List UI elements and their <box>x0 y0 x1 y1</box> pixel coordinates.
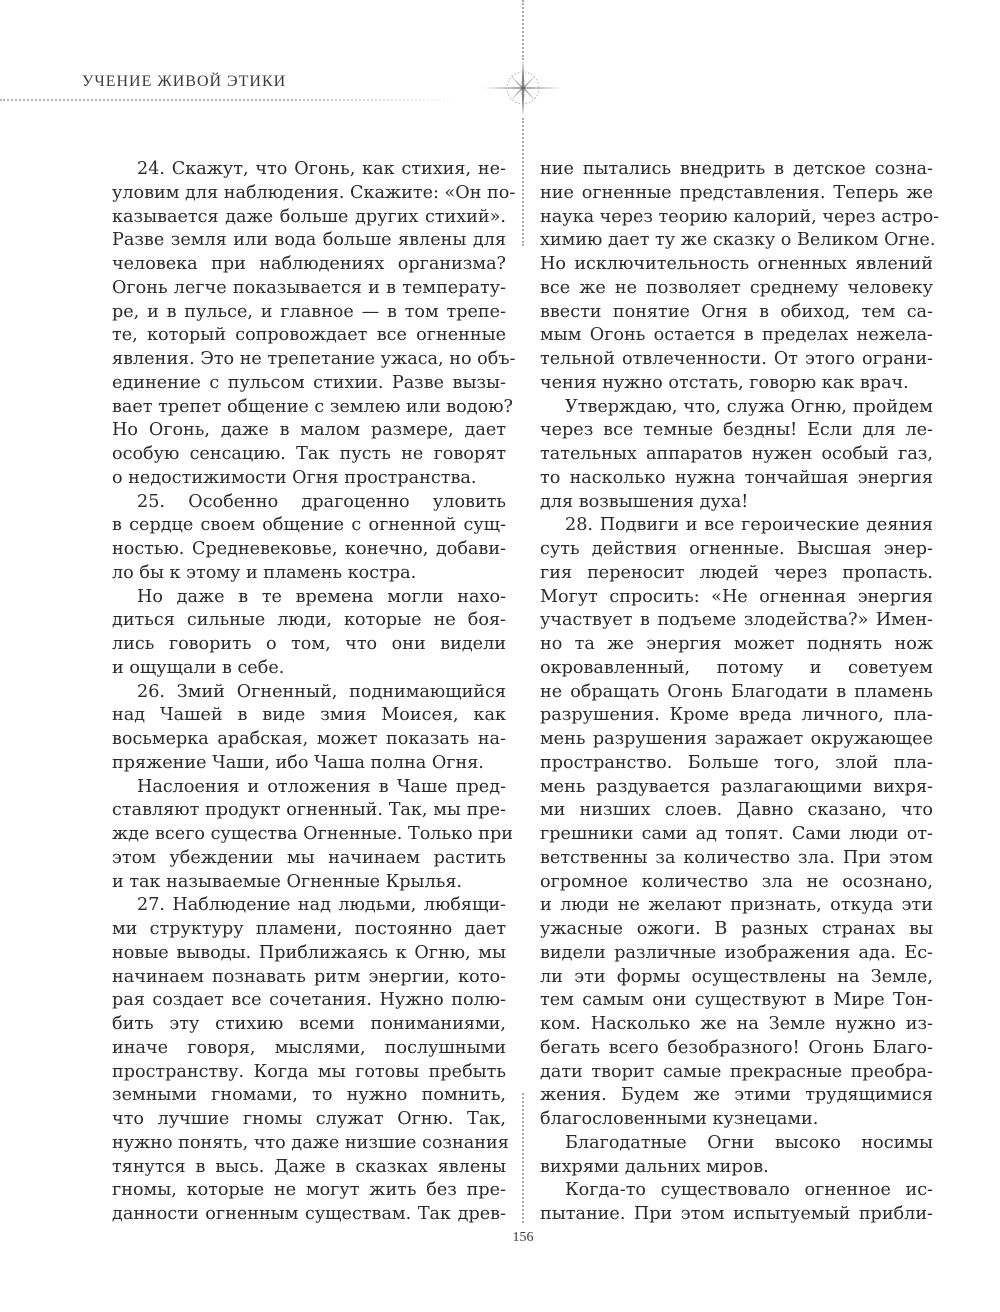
text-line: тем самым они существуют в Мире Тон- <box>540 990 933 1011</box>
text-line: огромное количество зла не осознано, <box>540 871 933 892</box>
text-line: дати творит самые прекрасные преобра- <box>540 1061 933 1082</box>
text-line: 24. Скажут, что Огонь, как стихия, не- <box>137 159 506 179</box>
text-line: этом убеждении мы начинаем растить <box>112 847 506 868</box>
right-column <box>540 158 940 1227</box>
text-line: тянутся в высь. Даже в сказках явлены <box>112 1156 506 1177</box>
text-line: видели различные изображения ада. Ес- <box>540 942 933 963</box>
text-line: пространство. Больше того, злой пла- <box>540 752 933 773</box>
text-line: суть действия огненные. Высшая энер- <box>540 539 933 559</box>
running-head: УЧЕНИЕ ЖИВОЙ ЭТИКИ <box>82 73 287 90</box>
text-line: чения нужно отстать, говорю как врач. <box>540 372 909 393</box>
text-line: тательных аппаратов нужен особый газ, <box>540 444 933 464</box>
text-line: гномы, которые не могут жить без пре- <box>112 1180 506 1201</box>
text-line: Но Огонь, даже в малом размере, дает <box>112 420 506 441</box>
text-line: диться сильные люди, которые не боя- <box>112 610 506 631</box>
text-line: благословенными кузнецами. <box>540 1109 819 1129</box>
text-line: Наслоения и отложения в Чаше пред- <box>137 776 506 797</box>
text-line: единение с пульсом стихии. Разве вызы- <box>112 372 506 393</box>
text-line: начинаем познавать ритм энергии, кото- <box>112 966 506 987</box>
text-line: ставляют продукт огненный. Так, мы пре- <box>112 800 506 821</box>
text-line: о недостижимости Огня пространства. <box>112 467 477 488</box>
text-line: казывается даже больше других стихий». <box>112 206 506 227</box>
text-line: ние огненные представления. Теперь же <box>540 182 933 203</box>
text-line: пытание. При этом испытуемый прибли- <box>540 1204 933 1224</box>
text-line: особую сенсацию. Так пусть не говорят <box>112 444 506 464</box>
text-line: и так называемые Огненные Крылья. <box>112 871 463 892</box>
text-line: ло бы к этому и пламень костра. <box>112 562 417 583</box>
text-line: мень раздувается разлагающими вихря- <box>540 776 933 797</box>
text-line: Благодатные Огни высоко носимы <box>565 1132 933 1153</box>
text-line: иначе говоря, мыслями, послушными <box>112 1037 506 1058</box>
text-line: для возвышения духа! <box>540 491 749 512</box>
column-divider-middle <box>522 118 524 246</box>
text-line: и ощущали в себе. <box>112 657 285 678</box>
text-line: ние пытались внедрить в детское созна- <box>540 159 933 179</box>
page-number: 156 <box>512 1230 534 1245</box>
text-line: ком. Насколько же на Земле нужно из- <box>540 1014 933 1034</box>
text-line: тельной отвлеченности. От этого ограни- <box>540 349 933 369</box>
text-line: бегать всего безобразного! Огонь Благо- <box>540 1037 933 1058</box>
text-line: жде всего существа Огненные. Только при <box>112 824 513 844</box>
text-line: ветственны за количество зла. При этом <box>540 847 933 868</box>
text-line: наука через теорию калорий, через астро- <box>540 206 940 227</box>
compass-rose-icon <box>484 57 562 119</box>
text-line: восьмерка арабская, может показать на- <box>112 729 506 749</box>
text-line: через все темные бездны! Если для ле- <box>540 420 933 441</box>
text-line: пряжение Чаши, ибо Чаша полна Огня. <box>112 752 484 773</box>
text-line: Но исключительность огненных явлений <box>540 254 933 274</box>
text-line: Утверждаю, что, служа Огню, пройдем <box>565 396 933 417</box>
text-line: ми структуру пламени, постоянно дает <box>112 919 506 939</box>
column-divider-bottom <box>522 1093 524 1223</box>
text-line: над Чашей в виде змия Моисея, как <box>112 705 506 726</box>
left-column <box>112 158 516 1227</box>
text-line: жения. Будем же этими трудящимися <box>540 1085 933 1106</box>
text-line: ми низших слоев. Давно сказано, что <box>540 800 933 821</box>
text-line: Могут спросить: «Не огненная энергия <box>540 586 933 607</box>
text-line: 27. Наблюдение над людьми, любящи- <box>137 895 506 916</box>
text-line: те, который сопровождает все огненные <box>112 325 506 346</box>
text-line: мым Огонь остается в пределах нежела- <box>540 325 933 346</box>
text-line: но та же энергия может поднять нож <box>540 634 933 654</box>
text-line: 28. Подвиги и все героические деяния <box>565 515 933 536</box>
text-line: окровавленный, потому и советуем <box>540 657 933 678</box>
text-line: Когда-то существовало огненное ис- <box>565 1180 933 1201</box>
text-line: новые выводы. Приближаясь к Огню, мы <box>112 942 506 963</box>
text-line: вихрями дальних миров. <box>540 1156 769 1177</box>
text-line: Разве земля или вода больше явлены для <box>112 230 506 251</box>
column-divider-top <box>522 0 524 60</box>
header-dotted-rule <box>0 99 465 101</box>
text-line: не обращать Огонь Благодати в пламень <box>540 681 933 702</box>
text-line: лись говорить о том, что они видели <box>112 634 506 654</box>
text-line: в сердце своем общение с огненной сущ- <box>112 515 506 536</box>
text-line: Но даже в те времена могли нахо- <box>137 586 506 607</box>
text-line: участвует в подъеме злодейства?» Имен- <box>540 610 933 631</box>
text-line: вает трепет общение с землею или водою? <box>112 396 513 417</box>
text-line: уловим для наблюдения. Скажите: «Он по- <box>112 182 516 203</box>
text-line: Огонь легче показывается и в температу- <box>112 277 506 298</box>
text-line: 25. Особенно драгоценно уловить <box>137 491 506 512</box>
text-line: ре, и в пульсе, и главное — в том трепе- <box>112 301 506 322</box>
text-line: ужасные ожоги. В разных странах вы <box>540 919 933 939</box>
text-line: все же не позволяет среднему человеку <box>540 277 933 298</box>
text-line: ностью. Средневековье, конечно, добави- <box>112 539 506 559</box>
text-line: химию дает ту же сказку о Великом Огне. <box>540 230 936 251</box>
text-line: мень разрушения заражает окружающее <box>540 729 933 749</box>
text-line: человека при наблюдениях организма? <box>112 254 506 274</box>
text-line: рая создает все сочетания. Нужно полю- <box>112 990 506 1011</box>
text-line: ли эти формы осуществлены на Земле, <box>540 966 933 987</box>
text-line: гия переносит людей через пропасть. <box>540 562 933 583</box>
text-line: разрушения. Кроме вреда личного, пла- <box>540 705 933 726</box>
text-line: что лучшие гномы служат Огню. Так, <box>112 1109 506 1129</box>
text-line: пространству. Когда мы готовы пребыть <box>112 1061 506 1082</box>
text-line: явления. Это не трепетание ужаса, но объ- <box>112 349 516 369</box>
text-line: и люди не желают признать, откуда эти <box>540 895 933 916</box>
text-line: бить эту стихию всеми пониманиями, <box>112 1014 506 1034</box>
text-line: нужно понять, что даже низшие сознания <box>112 1132 509 1153</box>
text-line: 26. Змий Огненный, поднимающийся <box>137 681 506 702</box>
text-line: то насколько нужна тончайшая энергия <box>540 467 933 488</box>
text-line: грешники сами ад топят. Сами люди от- <box>540 824 933 844</box>
text-line: ввести понятие Огня в обиход, тем са- <box>540 301 933 322</box>
text-line: данности огненным существам. Так древ- <box>112 1204 506 1224</box>
text-line: земными гномами, то нужно помнить, <box>112 1085 506 1106</box>
